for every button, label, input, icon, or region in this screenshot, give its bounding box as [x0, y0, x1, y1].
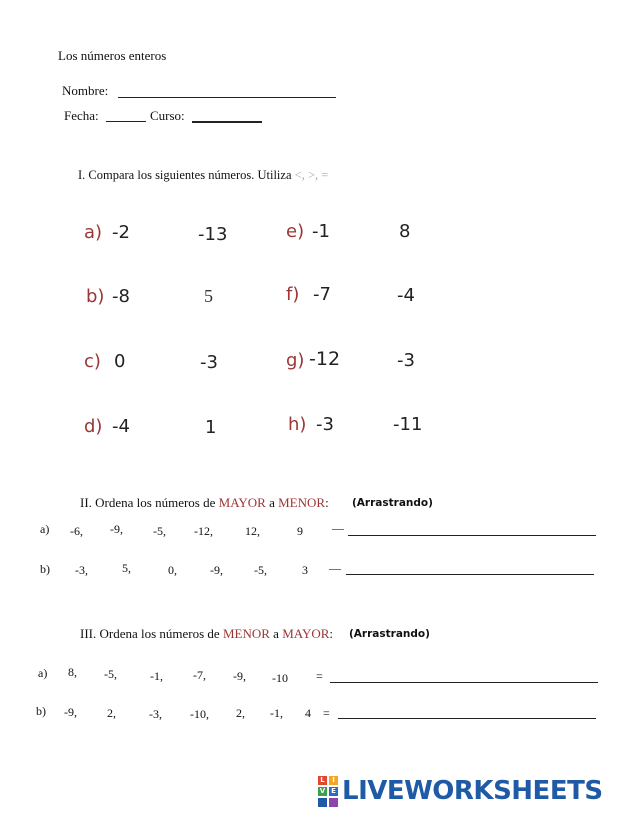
- order3-b-sep: =: [323, 706, 330, 720]
- order3-a-num-6[interactable]: -10: [272, 671, 288, 685]
- section3-note: (Arrastrando): [349, 628, 430, 640]
- section2-word-menor: MENOR: [278, 495, 326, 510]
- compare-label-a: a): [84, 222, 103, 243]
- order3-b-answer-line[interactable]: [338, 718, 596, 719]
- section2-heading-a: a: [265, 495, 279, 510]
- order3-a-num-1[interactable]: 8,: [68, 665, 77, 679]
- section3-colon: :: [329, 626, 334, 641]
- order3-label-a: a): [38, 666, 48, 680]
- compare-right-e: 8: [399, 221, 411, 242]
- order3-b-num-4[interactable]: -10,: [190, 707, 209, 721]
- logo-letter-i: I: [329, 776, 338, 785]
- section3-heading-text: III. Ordena los números de: [80, 626, 223, 641]
- logo-letter-l: L: [318, 776, 327, 785]
- section2-colon: :: [325, 495, 329, 510]
- order3-a-num-4[interactable]: -7,: [193, 668, 206, 682]
- date-field[interactable]: [106, 121, 146, 122]
- order2-b-num-6[interactable]: 3: [302, 563, 308, 577]
- logo-letter-v: V: [319, 786, 326, 795]
- order2-a-answer-line[interactable]: [348, 535, 596, 536]
- compare-label-b: b): [86, 286, 105, 307]
- order3-b-num-1[interactable]: -9,: [64, 705, 77, 719]
- course-label: Curso:: [150, 108, 185, 123]
- logo-letter-e: E: [329, 787, 338, 796]
- compare-label-e: e): [286, 221, 305, 242]
- name-field[interactable]: [118, 97, 336, 98]
- order3-b-num-2[interactable]: 2,: [107, 706, 116, 720]
- section1-symbols: <, >, =: [291, 168, 329, 182]
- compare-left-c: 0: [114, 351, 126, 372]
- order3-a-answer-line[interactable]: [330, 682, 598, 683]
- section1-heading-text: I. Compara los siguientes números. Utiliza: [78, 168, 292, 182]
- compare-right-c: -3: [200, 352, 218, 373]
- order2-b-answer-line[interactable]: [346, 574, 594, 575]
- compare-label-g: g): [286, 350, 305, 371]
- section2-heading: [80, 495, 329, 511]
- order2-a-num-6[interactable]: 9: [297, 524, 303, 538]
- section3-heading-a: a: [269, 626, 283, 641]
- order3-a-num-2[interactable]: -5,: [104, 667, 117, 681]
- order2-a-num-5[interactable]: 12,: [245, 524, 260, 538]
- order2-a-num-1[interactable]: -6,: [70, 524, 83, 538]
- order2-b-num-5[interactable]: -5,: [254, 563, 267, 577]
- liveworksheets-logo: [318, 776, 603, 806]
- order2-a-num-2[interactable]: -9,: [110, 522, 123, 536]
- compare-left-e: -1: [312, 221, 330, 242]
- compare-label-c: c): [84, 351, 101, 372]
- section2-note: (Arrastrando): [352, 497, 433, 509]
- compare-label-h: h): [288, 414, 307, 435]
- logo-block-1: [318, 798, 327, 807]
- order3-b-num-6[interactable]: -1,: [270, 706, 283, 720]
- section1-heading: [78, 168, 328, 183]
- order2-label-b: b): [40, 562, 50, 576]
- compare-label-f: f): [286, 284, 300, 305]
- compare-left-b: -8: [112, 286, 130, 307]
- order2-a-num-3[interactable]: -5,: [153, 524, 166, 538]
- compare-right-f: -4: [397, 285, 415, 306]
- order2-a-sep: —: [332, 521, 344, 535]
- compare-left-g: -12: [309, 348, 341, 370]
- order3-label-b: b): [36, 704, 46, 718]
- section3-heading: [80, 626, 333, 642]
- order2-b-num-4[interactable]: -9,: [210, 563, 223, 577]
- compare-right-g: -3: [397, 350, 415, 371]
- compare-right-a: -13: [198, 224, 228, 245]
- order3-a-num-5[interactable]: -9,: [233, 669, 246, 683]
- compare-left-f: -7: [313, 284, 331, 305]
- compare-right-h: -11: [393, 414, 423, 435]
- section3-word-mayor: MAYOR: [282, 626, 330, 641]
- section3-word-menor: MENOR: [222, 626, 270, 641]
- order2-b-num-2[interactable]: 5,: [122, 561, 131, 575]
- order2-b-num-1[interactable]: -3,: [75, 563, 88, 577]
- logo-block-2: [329, 798, 338, 807]
- compare-left-h: -3: [316, 414, 334, 435]
- compare-right-d: 1: [205, 417, 217, 438]
- order3-a-sep: =: [316, 669, 323, 683]
- order2-b-num-3[interactable]: 0,: [168, 563, 177, 577]
- compare-left-d: -4: [112, 416, 130, 437]
- order3-b-num-7[interactable]: 4: [305, 706, 311, 720]
- date-label: Fecha:: [64, 108, 99, 123]
- worksheet-title: Los números enteros: [58, 48, 167, 63]
- order3-b-num-3[interactable]: -3,: [149, 707, 162, 721]
- compare-label-d: d): [84, 416, 103, 437]
- order3-a-num-3[interactable]: -1,: [150, 669, 163, 683]
- name-label: Nombre:: [62, 83, 109, 98]
- order2-b-sep: —: [329, 561, 341, 575]
- order2-label-a: a): [40, 522, 50, 536]
- course-field[interactable]: [192, 121, 262, 123]
- section2-heading-text: II. Ordena los números de: [80, 495, 219, 510]
- logo-text: LIVEWORKSHEETS: [342, 776, 603, 806]
- order3-b-num-5[interactable]: 2,: [236, 706, 245, 720]
- section2-word-mayor: MAYOR: [218, 495, 266, 510]
- compare-right-b: 5: [204, 286, 213, 306]
- compare-left-a: -2: [112, 222, 130, 243]
- order2-a-num-4[interactable]: -12,: [194, 524, 213, 538]
- logo-icon: [318, 776, 338, 807]
